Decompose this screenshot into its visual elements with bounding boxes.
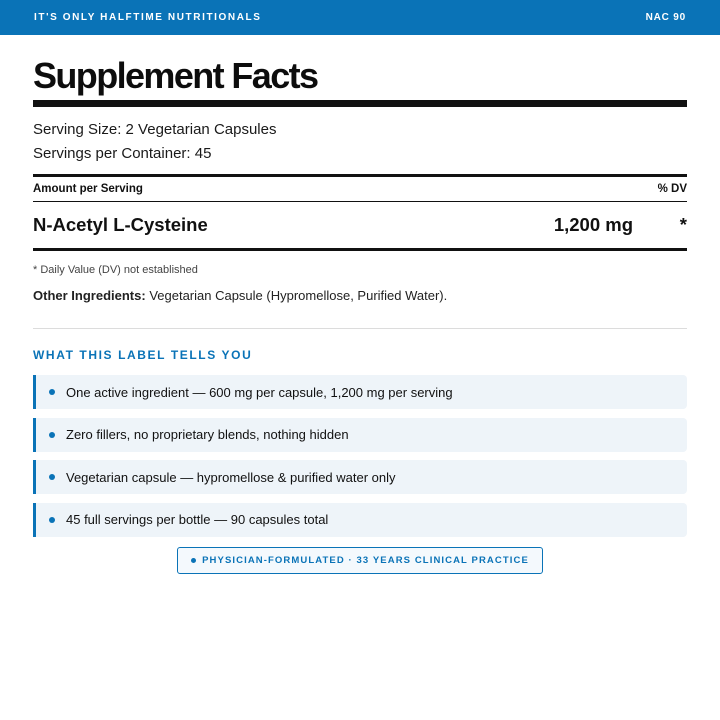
top-banner (0, 0, 720, 35)
bullet-icon (49, 474, 55, 480)
list-item-text: One active ingredient — 600 mg per capsule, 1,200 mg per serving (66, 384, 453, 400)
list-item-text: 45 full servings per bottle — 90 capsules total (66, 512, 329, 527)
section-divider (33, 328, 687, 329)
credential-badge (177, 547, 543, 574)
bullet-icon (49, 517, 55, 523)
other-ingredients (33, 287, 687, 305)
page-title: Supplement Facts (33, 55, 318, 96)
other-ingredients-label: Other Ingredients: (33, 288, 146, 303)
brand-name: IT'S ONLY HALFTIME NUTRITIONALS (34, 12, 262, 23)
nutrient-name: N-Acetyl L-Cysteine (33, 214, 208, 235)
list-item (33, 418, 687, 452)
list-item (33, 503, 687, 537)
highlights-list (33, 375, 687, 537)
serving-info (33, 118, 687, 166)
nutrient-row (33, 202, 687, 248)
product-code: NAC 90 (645, 12, 686, 23)
serving-size: Serving Size: 2 Vegetarian Capsules (33, 121, 277, 138)
amount-per-serving-label: Amount per Serving (33, 183, 143, 195)
dv-footnote: * Daily Value (DV) not established (33, 264, 198, 276)
supplement-facts-panel (33, 35, 687, 574)
nutrient-dv: * (679, 214, 687, 235)
badge-container (33, 547, 687, 574)
amount-header-row (33, 177, 687, 201)
other-ingredients-value: Vegetarian Capsule (Hypromellose, Purified Water). (149, 288, 448, 303)
bullet-icon (49, 389, 55, 395)
badge-text: PHYSICIAN-FORMULATED · 33 YEARS CLINICAL PRACTICE (202, 554, 529, 566)
nutrient-amount: 1,200 mg (553, 214, 633, 235)
list-item (33, 460, 687, 494)
highlights-title: WHAT THIS LABEL TELLS YOU (33, 348, 253, 362)
list-item (33, 375, 687, 409)
nutrient-rule (33, 248, 687, 251)
title-rule (33, 100, 687, 107)
bullet-icon (49, 432, 55, 438)
dv-header: % DV (657, 183, 687, 195)
servings-per-container: Servings per Container: 45 (33, 145, 212, 162)
bullet-icon (191, 558, 196, 563)
list-item-text: Zero fillers, no proprietary blends, nothing hidden (66, 427, 349, 442)
list-item-text: Vegetarian capsule — hypromellose & purified water only (66, 469, 396, 485)
